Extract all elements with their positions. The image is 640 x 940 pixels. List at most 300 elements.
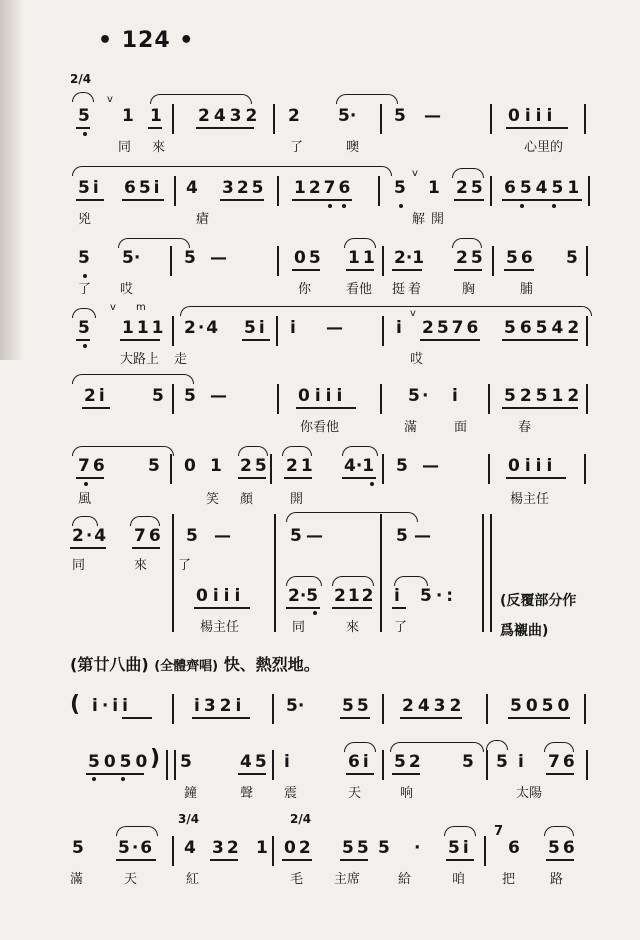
bar-line [380,514,382,632]
note-group: — [306,526,323,546]
note-group: · [414,838,421,858]
bar-line [586,384,588,414]
note-group: 5i [78,178,102,198]
lyric: 路 [550,872,564,887]
bar-line [490,176,492,206]
lyric: 脯 [520,282,534,297]
underline [292,199,352,201]
underline [82,407,110,409]
bar-line [382,694,384,724]
note-group: 52 [394,752,424,772]
tie [118,238,190,248]
lyric: 响 [400,786,414,801]
bar-line [484,836,486,866]
lyric: 了 [394,620,408,635]
bar-line [277,176,279,206]
note-group: 76 [134,526,164,546]
lyric: 主席 [334,872,361,887]
underline [76,477,104,479]
bar-line [588,176,590,206]
underline [346,269,374,271]
underline [546,773,574,775]
lyric: 你 [298,282,312,297]
low-dot [121,777,125,781]
lyric: 同 [292,620,306,635]
performance-note: (全體齊唱) [154,659,219,674]
note-group: 5· [338,106,357,126]
underline [502,407,578,409]
underline [546,859,574,861]
underline [238,477,266,479]
bar-line [382,750,384,780]
underline [148,127,162,129]
underline [502,199,582,201]
underline [454,199,484,201]
low-dot [328,204,332,208]
underline [194,607,250,609]
underline [454,269,482,271]
note-group: 55 [342,838,372,858]
low-dot [370,482,374,486]
underline [420,339,480,341]
note-group: 212 [334,586,376,606]
bar-line [492,246,494,276]
lyric: 了 [78,282,92,297]
slur [130,516,160,526]
underline [220,199,264,201]
lyric: 紅 [186,872,200,887]
note-group: 5·6 [118,838,155,858]
note-group: · [422,386,429,406]
m-mark: m [136,302,146,313]
slur [444,826,476,836]
lyric: 滿 [70,872,84,887]
lyric: 哎 [410,352,424,367]
underline [196,127,254,129]
note-group: i32i [194,696,246,716]
lyric: 看他 [346,282,373,297]
close-paren: ) [150,746,161,771]
bar-line [380,104,382,134]
slur [72,516,98,526]
lyric: 聲 [240,786,254,801]
note-group: 0iii [298,386,348,406]
note-group: 1276 [294,178,354,198]
tie [180,306,592,316]
note-group: 21 [286,456,316,476]
underline [296,407,356,409]
underline [340,717,370,719]
note-group: 5 [396,526,408,546]
underline [86,773,144,775]
note-group: — [422,456,439,476]
note-group: 0iii [508,456,558,476]
time-signature: 2/4 [70,72,92,86]
lyric: 給 [398,872,412,887]
lyric: 面 [454,420,468,435]
note-group: 5i [448,838,472,858]
note-group: 1 [210,456,222,476]
note-group: 5050 [510,696,574,716]
lyric: 挺着 [392,282,425,297]
repeat-note: (反覆部分作爲襯曲) [500,593,577,639]
bar-line [382,246,384,276]
lyric: 大路上 [120,352,160,367]
bar-line [586,316,588,346]
bar-line [172,316,174,346]
note-group: 325 [222,178,267,198]
bar-line [482,514,484,632]
note-group: 0iii [508,106,558,126]
lyric: 了 [290,140,304,155]
lyric: 笑 [206,492,220,507]
underline [242,339,270,341]
low-dot [83,344,87,348]
note-group: 4 [186,178,198,198]
time-signature: 2/4 [290,812,312,826]
note-group: — [214,526,231,546]
lyric: 開 [290,492,304,507]
lyric: 把 [502,872,516,887]
note-group: 0iii [196,586,246,606]
bar-line [172,384,174,414]
note-group: 5 [394,178,406,198]
lyric: 滿 [404,420,418,435]
slur [544,826,574,836]
note-group: 2·4 [184,318,221,338]
note-group: 6i [348,752,372,772]
bar-line [584,694,586,724]
note-group: 45 [240,752,270,772]
underline [400,717,462,719]
slur [72,308,96,318]
bar-line [172,694,174,724]
note-group: 2·1 [394,248,425,268]
note-group: i [518,752,524,772]
note-group: 2·5 [288,586,319,606]
note-group: 05 [294,248,324,268]
slur [336,94,398,104]
note-group: i [452,386,458,406]
lyric: 哎 [120,282,134,297]
bar-line [584,104,586,134]
lyric: 鐘 [184,786,198,801]
bar-line [277,246,279,276]
slur [394,576,428,586]
note-group: — [424,106,441,126]
lyric: 楊主任 [510,492,550,507]
slur [452,168,484,178]
slur [342,446,378,456]
note-group: — [326,318,343,338]
lyric: 咱 [452,872,466,887]
note-group: 5 [396,456,408,476]
note-group: 65i [124,178,163,198]
lyric: 同 [118,140,132,155]
note-group: 5 [78,106,90,126]
slur [150,94,252,104]
slur [344,742,376,752]
lyric: 你看他 [300,420,340,435]
underline [286,607,320,609]
lyric: 噢 [346,140,360,155]
note-group: 5i [244,318,268,338]
lyric: 毛 [290,872,304,887]
low-dot [342,204,346,208]
note-group: 2i [84,386,108,406]
note-group: 5 [152,386,164,406]
note-group: 5 [496,752,508,772]
breath-mark: v [410,308,416,319]
page-number: • 124 • [98,28,195,53]
underline [504,269,534,271]
bar-line [273,104,275,134]
note-group: 5 [78,318,90,338]
note-group: 6 [508,838,520,858]
lyric: 兇 [78,212,92,227]
note-group: 56542 [504,318,584,338]
note-group: 56 [548,838,578,858]
note-group: — [210,386,227,406]
underline [392,269,422,271]
note-group: i [290,318,296,338]
note-group: 4 [184,838,196,858]
song-number: (第廿八曲) [70,655,149,674]
underline [446,859,474,861]
note-group: 32 [212,838,242,858]
underline [122,199,164,201]
underline [340,859,368,861]
low-dot [399,204,403,208]
bar-line [276,316,278,346]
slur [344,238,376,248]
bar-line [488,454,490,484]
slur [286,576,322,586]
tie [72,374,194,384]
lyric: 風 [78,492,92,507]
underline [342,477,376,479]
note-group: 25 [456,178,486,198]
bar-line [274,514,276,632]
underline [506,477,566,479]
note-group: i·ii [92,696,132,716]
bar-line [277,384,279,414]
tie [72,166,392,176]
underline [392,773,420,775]
tie [72,446,174,456]
slur [72,92,94,102]
bar-line [272,750,274,780]
low-dot [92,777,96,781]
note-group: 65451 [504,178,584,198]
slur [282,446,312,456]
lyric: 太陽 [516,786,543,801]
note-group: 5 [394,106,406,126]
note-group: i [396,318,402,338]
bar-line [170,246,172,276]
lyric: 同 [72,558,86,573]
bar-line [172,836,174,866]
underline [346,773,374,775]
bar-line [380,384,382,414]
underline [292,269,320,271]
underline [238,773,266,775]
note-group: 5 [180,752,192,772]
open-paren: ( [70,692,81,717]
bar-line [584,454,586,484]
lyric: 瘡 [196,212,210,227]
note-group: 11 [348,248,378,268]
note-group: 5 [408,386,420,406]
note-group: 2·4 [72,526,109,546]
underline [332,607,372,609]
lyric: 天 [124,872,138,887]
lyric: 心里的 [524,140,564,155]
note-group: — [210,248,227,268]
tie [390,742,484,752]
note-group: 5 [186,526,198,546]
bar-line [272,694,274,724]
lyric: 胸 [462,282,476,297]
note-group: 1 [428,178,440,198]
breath-mark: v [412,168,418,179]
note-group: 5050 [88,752,152,772]
note-group: 25 [456,248,486,268]
note-group: 5 [566,248,578,268]
song-heading [70,652,320,675]
lyric: 解開 [412,212,451,227]
note-group: 5 [148,456,160,476]
note-group: 56 [506,248,536,268]
tempo-marking: 快、熱烈地。 [223,655,320,674]
ornament-mark: 7 [494,824,504,839]
note-group: 5 [184,248,196,268]
underline [132,547,160,549]
note-group: 02 [284,838,314,858]
bar-line [270,454,272,484]
note-group: 111 [122,318,167,338]
note-group: 5· [286,696,305,716]
end-bar-line [490,514,492,632]
bar-line [488,384,490,414]
slur [238,446,268,456]
note-group: 5· [122,248,141,268]
low-dot [313,611,317,615]
lyric: 走 [174,352,188,367]
note-group: 76 [548,752,578,772]
slur [486,740,508,750]
underline [76,339,90,341]
lyric: 楊主任 [200,620,240,635]
lyric: 天 [348,786,362,801]
page-edge-shadow [0,0,22,360]
lyric: 震 [284,786,298,801]
bar-line [486,750,488,780]
note-group: 5 [378,838,390,858]
bar-line [382,316,384,346]
note-group: i [394,586,400,606]
note-group: 2 [288,106,300,126]
note-group: 2432 [402,696,466,716]
underline [284,477,312,479]
breath-mark: v [107,94,113,105]
note-group: 2432 [198,106,262,126]
underline [392,607,406,609]
note-group: 5·: [420,586,458,606]
bar-line [378,176,380,206]
note-group: 76 [78,456,108,476]
underline [210,859,238,861]
lyric: 來 [346,620,360,635]
slur [332,576,374,586]
note-group: 5 [462,752,474,772]
note-group: 55 [342,696,372,716]
note-group: 2576 [422,318,482,338]
lyric: 來 [134,558,148,573]
underline [282,859,312,861]
underline [192,717,250,719]
bar-line [586,246,588,276]
low-dot [84,482,88,486]
bar-line [172,104,174,134]
note-group: 1 [256,838,268,858]
underline [76,127,90,129]
note-group: 1 [150,106,162,126]
underline [122,717,152,719]
bar-line [174,176,176,206]
tie [286,512,418,522]
note-group: 5 [290,526,302,546]
note-group: 1 [122,106,134,126]
bar-line [490,104,492,134]
low-dot [520,204,524,208]
bar-line [172,514,174,632]
lyric: 顏 [240,492,254,507]
underline [502,339,578,341]
time-signature: 3/4 [178,812,200,826]
underline [70,547,106,549]
slur [116,826,158,836]
note-group: 52512 [504,386,584,406]
lyric: 來 [152,140,166,155]
double-bar-line [166,750,176,780]
bar-line [272,836,274,866]
note-group: 5 [184,386,196,406]
note-group: 4·1 [344,456,375,476]
note-group: 5 [78,248,90,268]
underline [120,339,160,341]
underline [506,127,568,129]
bar-line [170,454,172,484]
note-group: 5 [72,838,84,858]
note-group: 0 [184,456,196,476]
bar-line [486,694,488,724]
lyric: 春 [518,420,532,435]
note-group: 25 [240,456,270,476]
low-dot [83,132,87,136]
note-group: — [414,526,431,546]
low-dot [552,204,556,208]
bar-line [382,454,384,484]
underline [508,717,570,719]
slur [452,238,482,248]
slur [544,742,574,752]
breath-mark: v [110,302,116,313]
lyric: 了 [178,558,192,573]
note-group: i [284,752,290,772]
bar-line [586,750,588,780]
underline [76,199,104,201]
